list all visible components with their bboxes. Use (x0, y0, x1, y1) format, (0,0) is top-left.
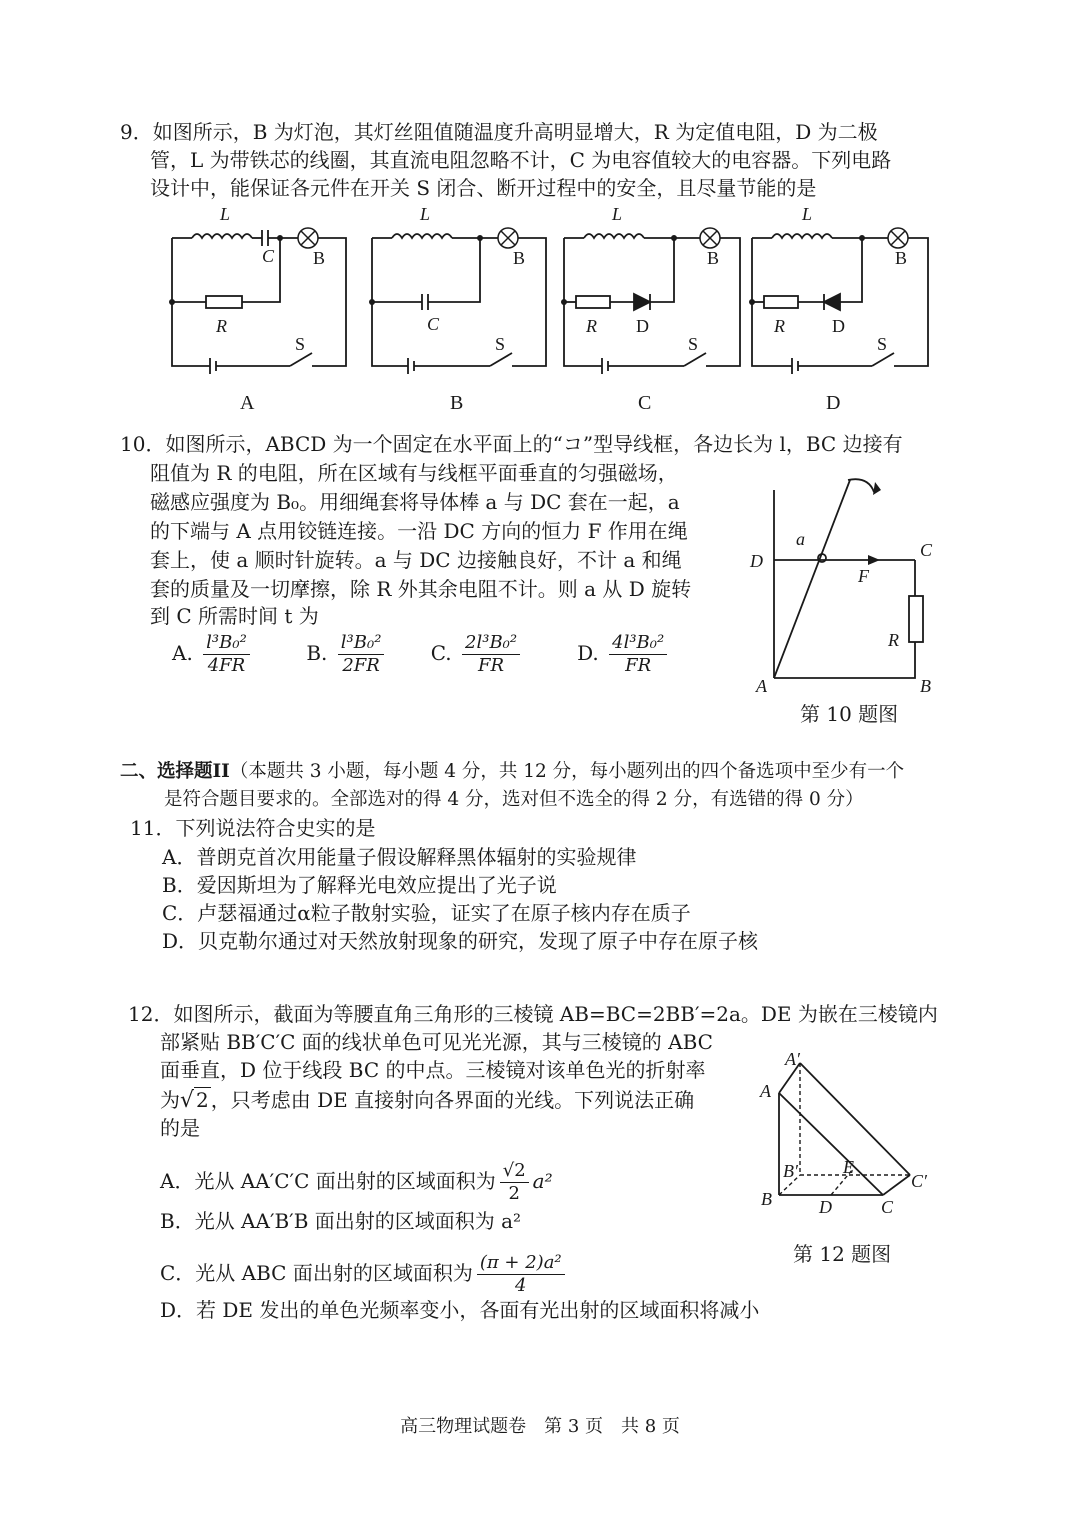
fig10-label-C: C (920, 540, 933, 560)
label-C-b: C (427, 314, 440, 334)
q10-line2: 阻值为 R 的电阻，所在区域有与线框平面垂直的匀强磁场， (150, 461, 678, 485)
label-S-d: S (877, 334, 888, 354)
label-R-c: R (586, 316, 597, 336)
section2-line2: 是符合题目要求的。全部选对的得 4 分，选对但不选全的得 2 分，有选错的得 0 分） (164, 789, 864, 810)
fig10-label-R: R (888, 630, 899, 650)
q10-option-c: C. $\frac{\text{2l³B₀²}}{FR}$ (431, 632, 571, 677)
label-B-a: B (313, 248, 326, 268)
q10-line4: 的下端与 A 点用铰链连接。一沿 DC 方向的恒力 F 作用在绳 (150, 519, 688, 543)
fig12-label-B: B (761, 1189, 772, 1209)
label-D-c: D (636, 316, 649, 336)
label-S-c: S (688, 334, 699, 354)
q12-line2: 部紧贴 BB′C′C 面的线状单色可见光光源，其与三棱镜的 ABC (160, 1030, 713, 1054)
q10-line7: 到 C 所需时间 t 为 (150, 604, 319, 628)
q10-option-a: A. $\frac{\text{l³B₀²}}{4FR}$ (172, 632, 300, 677)
q12-line3: 面垂直，D 位于线段 BC 的中点。三棱镜对该单色光的折射率 (160, 1058, 706, 1082)
q10-option-b: B. $\frac{\text{l³B₀²}}{2FR}$ (306, 632, 424, 677)
option-b-label: B (450, 392, 464, 414)
label-B-c: B (707, 248, 720, 268)
q11-option-c: C．卢瑟福通过α粒子散射实验，证实了在原子核内存在质子 (162, 901, 691, 925)
label-S-a: S (295, 334, 306, 354)
q10-option-d: D. $\frac{\text{4l³B₀²}}{FR}$ (577, 632, 707, 677)
q10-line5: 套上，使 a 顺时针旋转。a 与 DC 边接触良好，不计 a 和绳 (150, 548, 682, 572)
q10-line1: 10．如图所示，ABCD 为一个固定在水平面上的“コ”型导线框，各边长为 l，BC 边接有 (120, 432, 903, 456)
section2-title: 二、选择题II (120, 761, 230, 782)
q10-line6: 套的质量及一切摩擦，除 R 外其余电阻不计。则 a 从 D 旋转 (150, 577, 692, 601)
q11-stem: 11．下列说法符合史实的是 (130, 816, 376, 840)
label-L-b: L (420, 204, 431, 224)
q12-option-a: A．光从 AA′C′C 面出射的区域面积为 $\frac{√2}{2}$ a² (160, 1160, 553, 1204)
label-L-a: L (220, 204, 231, 224)
label-L-c: L (612, 204, 623, 224)
fig10-label-A: A (756, 676, 767, 696)
fig10-label-F: F (858, 566, 869, 586)
q10-caption: 第 10 题图 (800, 702, 899, 726)
sqrt-sign: √ (180, 1088, 195, 1113)
q12-option-b: B．光从 AA′B′B 面出射的区域面积为 a² (160, 1209, 522, 1233)
fig10-label-a: a (796, 529, 805, 549)
q12-caption: 第 12 题图 (793, 1242, 892, 1266)
fig12-label-C: C (881, 1197, 894, 1217)
label-C-a: C (262, 246, 275, 266)
q12-line4: 为√ 2 ，只考虑由 DE 直接射向各界面的光线。下列说法正确 (160, 1088, 695, 1113)
fig12-label-D: D (819, 1197, 832, 1217)
q12-option-d: D．若 DE 发出的单色光频率变小，各面有光出射的区域面积将减小 (160, 1298, 760, 1322)
label-B-d: B (895, 248, 908, 268)
page-footer: 高三物理试题卷 第 3 页 共 8 页 (400, 1416, 680, 1437)
q9-line1: 9．如图所示，B 为灯泡，其灯丝阻值随温度升高明显增大，R 为定值电阻，D 为二极 (120, 120, 878, 144)
q9-line3: 设计中，能保证各元件在开关 S 闭合、断开过程中的安全，且尽量节能的是 (150, 176, 817, 200)
section2-line1: （本题共 3 小题，每小题 4 分，共 12 分，每小题列出的四个备选项中至少有一个 (229, 761, 905, 782)
q12-line5: 的是 (160, 1116, 200, 1140)
fig12-label-E: E (843, 1157, 854, 1177)
q10-line3: 磁感应强度为 B₀。用细绳套将导体棒 a 与 DC 套在一起，a (150, 490, 680, 514)
option-c-label: C (638, 392, 652, 414)
q12-figure (755, 1045, 955, 1225)
label-R-d: R (774, 316, 785, 336)
q10-options (172, 632, 707, 677)
q11-option-b: B．爱因斯坦为了解释光电效应提出了光子说 (162, 873, 557, 897)
label-R-a: R (216, 316, 227, 336)
fig12-label-A1: A′ (785, 1049, 800, 1069)
q9-line2: 管，L 为带铁芯的线圈，其直流电阻忽略不计，C 为电容值较大的电容器。下列电路 (150, 148, 892, 172)
fig12-label-A: A (760, 1081, 771, 1101)
fig12-label-B1: B′ (783, 1161, 798, 1181)
fig10-label-B: B (920, 676, 931, 696)
q11-option-a: A．普朗克首次用能量子假设解释黑体辐射的实验规律 (162, 845, 637, 869)
label-L-d: L (802, 204, 813, 224)
label-S-b: S (495, 334, 506, 354)
q11-option-d: D．贝克勒尔通过对天然放射现象的研究，发现了原子中存在原子核 (162, 929, 759, 953)
q12-option-c: C．光从 ABC 面出射的区域面积为 $\frac{\text{(π + 2)a²}}{4}$ (160, 1252, 569, 1297)
label-D-d: D (832, 316, 845, 336)
q10-figure (740, 470, 960, 700)
fig12-label-C1: C′ (911, 1171, 927, 1191)
q12-line1: 12．如图所示，截面为等腰直角三角形的三棱镜 AB=BC=2BB′=2a。DE 为嵌在三棱镜内 (128, 1002, 938, 1026)
fig10-label-D: D (750, 551, 763, 571)
option-d-label: D (826, 392, 841, 414)
option-a-label: A (240, 392, 255, 414)
section2-header (120, 758, 904, 786)
q9-circuits (150, 198, 950, 418)
label-B-b: B (513, 248, 526, 268)
